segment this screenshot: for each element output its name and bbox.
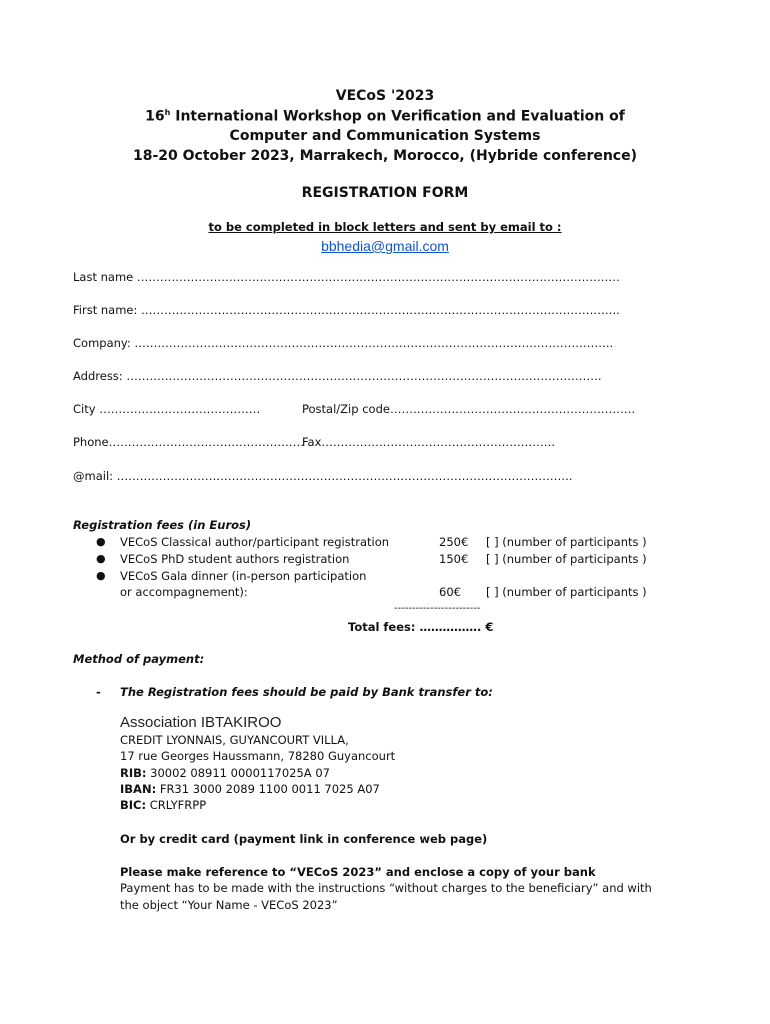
workshop-title-line2: Computer and Communication Systems (229, 128, 541, 144)
dash-marker: - (96, 685, 101, 699)
company-field[interactable]: Company: …………………………………………………………………………………………………………….. (73, 336, 614, 350)
payment-heading: Method of payment: (73, 652, 205, 666)
workshop-title-text: International Workshop on Verification and Evaluation of (170, 108, 625, 125)
workshop-title-line1 (0, 108, 770, 125)
association-name: Association IBTAKIROO (120, 714, 282, 731)
bank-address: 17 rue Georges Haussmann, 78280 Guyancourt (120, 749, 396, 763)
payment-instructions-1: Payment has to be made with the instructions “without charges to the beneficiary” and with (120, 881, 652, 895)
fee-price-phd: 150€ (439, 552, 469, 566)
bank-name: CREDIT LYONNAIS, GUYANCOURT VILLA, (120, 733, 349, 747)
fax-field[interactable]: Fax……………………………………………………. (302, 435, 556, 449)
bic-line: BIC: CRLYFRPP (120, 798, 207, 812)
conference-dates: 18-20 October 2023, Marrakech, Morocco, (Hybride conference) (133, 148, 637, 164)
conference-name: VECoS '2023 (335, 88, 435, 104)
total-fees[interactable]: Total fees: ……………. € (348, 620, 494, 634)
credit-card-line: Or by credit card (payment link in conference web page) (120, 832, 488, 846)
bullet-icon: ● (96, 569, 106, 582)
fee-item-phd: VECoS PhD student authors registration (120, 552, 350, 566)
form-title: REGISTRATION FORM (301, 185, 469, 201)
bullet-icon: ● (96, 552, 106, 565)
city-field[interactable]: City …………………………………… (73, 402, 261, 416)
workshop-ordinal: 16 (145, 108, 165, 125)
fee-item-gala-cont: or accompagnement): (120, 585, 248, 599)
fee-item-gala: VECoS Gala dinner (in-person participation (120, 569, 367, 583)
reference-line: Please make reference to “VECoS 2023” and enclose a copy of your bank (120, 865, 596, 879)
fees-heading: Registration fees (in Euros) (73, 518, 252, 532)
last-name-field[interactable]: Last name ……………………………………………………………………………………………………………… (73, 270, 620, 284)
postal-code-field[interactable]: Postal/Zip code………………………………………………………. (302, 402, 636, 416)
workshop-ordinal-sup: h (164, 108, 171, 117)
email-link[interactable]: bbhedia@gmail.com (321, 238, 449, 254)
rib-line: RIB: 30002 08911 0000117025A 07 (120, 766, 330, 780)
fee-qty-phd[interactable]: [ ] (number of participants ) (486, 552, 647, 566)
fee-price-gala: 60€ (439, 585, 461, 599)
payment-instructions-2: the object “Your Name - VECoS 2023” (120, 898, 338, 912)
fee-qty-classical[interactable]: [ ] (number of participants ) (486, 535, 647, 549)
iban-line: IBAN: FR31 3000 2089 1100 0011 7025 A07 (120, 782, 380, 796)
fee-item-classical: VECoS Classical author/participant registration (120, 535, 390, 549)
fee-qty-gala[interactable]: [ ] (number of participants ) (486, 585, 647, 599)
fee-price-classical: 250€ (439, 535, 469, 549)
bank-transfer-line: The Registration fees should be paid by Bank transfer to: (120, 685, 493, 699)
email-link-row (0, 236, 770, 255)
form-instruction: to be completed in block letters and sent by email to : (208, 220, 562, 234)
email-field[interactable]: @mail: ……………………………………………………………………………………………………….. (73, 469, 573, 483)
fees-separator: ------------------------ (394, 603, 481, 614)
phone-field[interactable]: Phone…………………………………………… (73, 435, 305, 449)
address-field[interactable]: Address: ……………………………………………………………………………………………………………. (73, 369, 602, 383)
bullet-icon: ● (96, 535, 106, 548)
first-name-field[interactable]: First name: …………………………………………………………………………………………………………….. (73, 303, 620, 317)
